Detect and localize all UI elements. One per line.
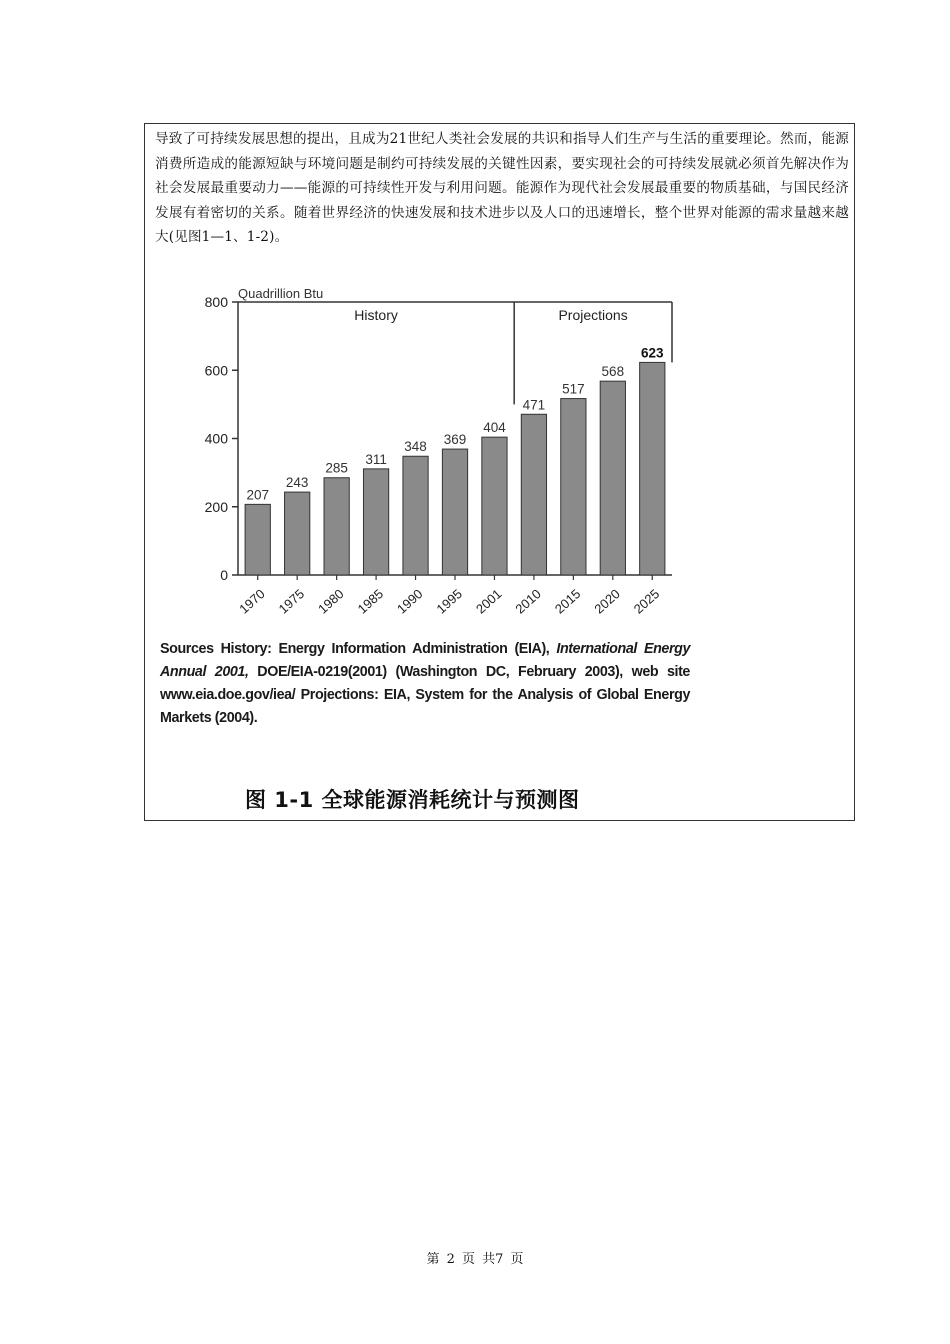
bar-value-label: 404 bbox=[483, 420, 506, 436]
history-label: History: bbox=[220, 641, 272, 657]
bar-value-label: 285 bbox=[325, 460, 348, 476]
x-tick-label: 2001 bbox=[472, 586, 505, 617]
energy-chart-svg bbox=[150, 278, 700, 638]
bar-value-label: 568 bbox=[601, 364, 625, 380]
y-tick-label: 600 bbox=[204, 362, 228, 379]
bar bbox=[600, 381, 625, 575]
region-label-history: History bbox=[354, 307, 398, 323]
bar bbox=[482, 437, 507, 575]
bar bbox=[245, 504, 270, 575]
bar-value-label: 623 bbox=[641, 345, 664, 361]
y-tick-label: 0 bbox=[220, 567, 228, 583]
figure-caption: 图 1-1 全球能源消耗统计与预测图 bbox=[245, 788, 580, 812]
bar bbox=[363, 469, 388, 575]
y-tick-label: 200 bbox=[204, 498, 228, 515]
page-footer: 第 2 页 共7 页 bbox=[426, 1252, 524, 1267]
bar bbox=[521, 414, 546, 575]
bar bbox=[403, 456, 428, 575]
x-tick-label: 1995 bbox=[433, 586, 466, 617]
x-tick-label: 2015 bbox=[551, 586, 584, 617]
x-tick-label: 1990 bbox=[394, 586, 426, 617]
bar bbox=[442, 449, 467, 575]
bar-value-label: 311 bbox=[365, 451, 387, 467]
x-tick-label: 2020 bbox=[591, 586, 623, 617]
source-details: DOE/EIA-0219(2001) (Washington DC, February 2003), web site www.eia.doe.gov/iea/ bbox=[160, 664, 690, 703]
energy-chart bbox=[150, 278, 700, 638]
bar-value-label: 348 bbox=[404, 439, 427, 455]
bar bbox=[640, 362, 665, 575]
projections-label: Projections: bbox=[300, 687, 379, 703]
x-tick-label: 1970 bbox=[236, 586, 268, 617]
x-tick-label: 2025 bbox=[630, 586, 663, 617]
x-tick-label: 1975 bbox=[275, 586, 308, 617]
projections-source-text: EIA, System for the Analysis of Global Energy Markets (2004). bbox=[160, 687, 690, 726]
x-tick-label: 2010 bbox=[512, 586, 544, 617]
chart-labels bbox=[205, 286, 664, 617]
bar bbox=[561, 399, 586, 575]
y-tick-label: 400 bbox=[204, 430, 228, 447]
chart-sources bbox=[160, 638, 690, 730]
history-source-text: Energy Information Administration (EIA), bbox=[278, 641, 550, 657]
bar-value-label: 517 bbox=[562, 381, 585, 397]
bar-value-label: 207 bbox=[246, 487, 269, 503]
bar bbox=[324, 478, 349, 575]
x-tick-label: 1985 bbox=[354, 586, 387, 617]
y-axis-title: Quadrillion Btu bbox=[238, 286, 324, 301]
sources-label: Sources bbox=[160, 641, 214, 657]
bar-value-label: 243 bbox=[285, 475, 309, 491]
y-tick-label: 800 bbox=[204, 294, 228, 310]
chart-bars bbox=[245, 362, 665, 575]
publication-title: International Energy Annual 2001, bbox=[160, 641, 691, 680]
body-paragraph: 导致了可持续发展思想的提出，且成为21世纪人类社会发展的共识和指导人们生产与生活的重要理论。然而，能源消费所造成的能源短缺与环境问题是制约可持续发展的关键性因素，要实现社会的可持续发展就必须首先解决作为社会发展最重要动力——能源的可持续性开发与利用问题。能源作为现代社会发展最重要的物质基础，与国民经济发展有着密切的关系。随着世界经济的快速发展和技术进步以及人口的迅速增长，整个世界对能源的需求量越来越大(见图1—1、1-2)。 bbox=[155, 131, 849, 246]
x-tick-label: 1980 bbox=[315, 586, 347, 617]
bar bbox=[285, 492, 310, 575]
bar-value-label: 369 bbox=[443, 432, 467, 448]
bar-value-label: 471 bbox=[522, 397, 546, 413]
region-label-projections: Projections bbox=[558, 307, 628, 323]
